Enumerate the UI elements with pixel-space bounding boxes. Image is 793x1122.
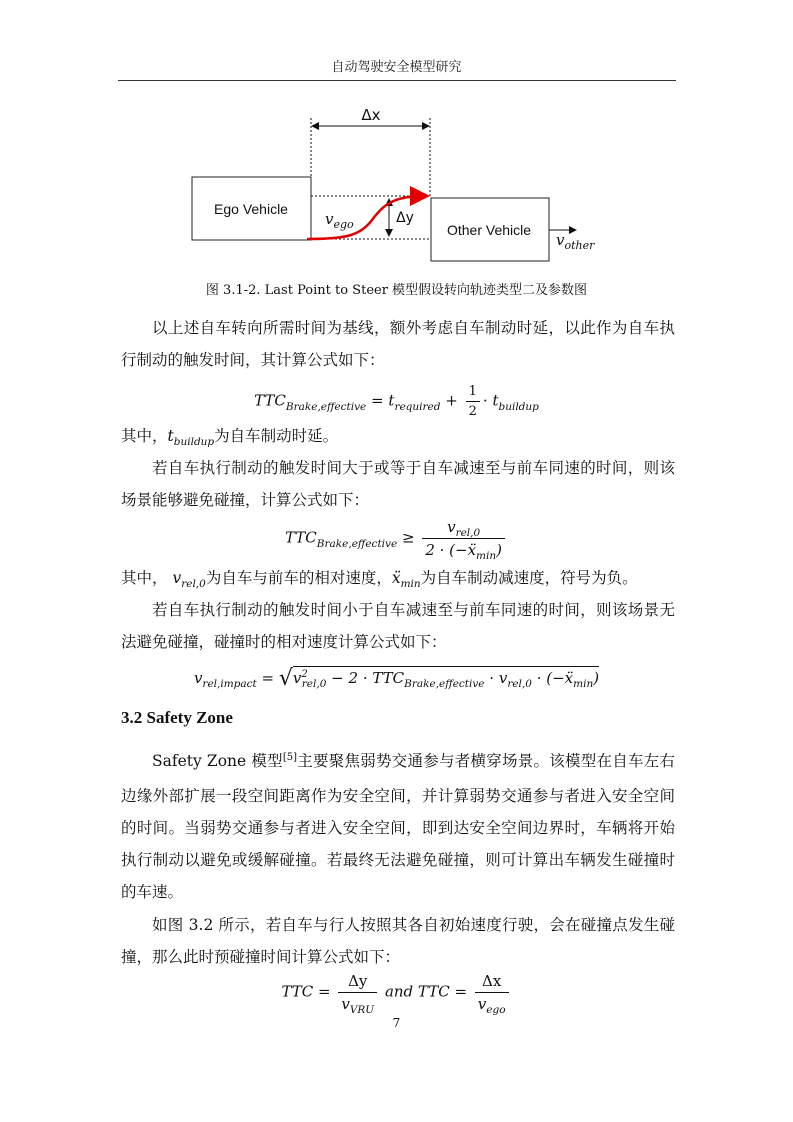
paragraph-7: 如图 3.2 所示，若自车与行人按照其各自初始速度行驶，会在碰撞点发生碰撞，那么此时预碰撞时间计算公式如下： — [121, 916, 675, 966]
paragraph-4: 其中， $v_{rel,0}$为自车与前车的相对速度，ẍ$_{min}$为自车制动减速度，符号为负。 — [121, 569, 638, 590]
running-header: 自动驾驶安全模型研究 — [331, 60, 462, 75]
trajectory-figure — [0, 0, 793, 275]
paragraph-5: 若自车执行制动的触发时间小于自车减速至与前车同速的时间，则该场景无法避免碰撞，碰撞时的相对速度计算公式如下： — [121, 601, 675, 651]
v-ego-label: v — [325, 210, 334, 228]
v-other-subscript: other — [564, 239, 595, 252]
dy-label: Δy — [396, 210, 414, 226]
section-heading: 3.2 Safety Zone — [121, 708, 233, 727]
citation-ref: [5] — [282, 752, 298, 763]
paragraph-2: 其中，$t_{buildup}$为自车制动时延。 — [121, 427, 339, 448]
equation-3: $v_{rel,impact} = √v^2_{rel,0} - 2 \cdot TTC_{Brake,effective} \cdot v_{rel,0}$ · (−ẍ$_{min}$) — [193, 666, 600, 691]
page-number: 7 — [392, 1016, 401, 1030]
v-ego-subscript: ego — [333, 218, 354, 231]
paragraph-3: 若自车执行制动的触发时间大于或等于自车减速至与前车同速的时间，则该场景能够避免碰撞，计算公式如下： — [121, 459, 675, 509]
ego-vehicle-label: Ego Vehicle — [214, 201, 288, 217]
paragraph-6: Safety Zone 模型[5]主要聚焦弱势交通参与者横穿场景。该模型在自车左右边缘外部扩展一段空间距离作为安全空间，并计算弱势交通参与者进入安全空间的时间。当弱势交通参与者进入安全空间，即到达安全空间边界时，车辆将开始执行制动以避免或缓解碰撞。若最终无法避免碰撞，则可计算出车辆发生碰撞时的车速。 — [121, 752, 675, 901]
figure-caption: 图 3.1-2. Last Point to Steer 模型假设转向轨迹类型二及参数图 — [205, 283, 588, 298]
dx-label: Δx — [361, 106, 381, 124]
other-vehicle-label: Other Vehicle — [446, 222, 532, 238]
equation-1: $TTC_{Brake,effective} = t_{required}$ + $\frac{1}{2}$ · $t_{buildup}$ — [254, 384, 539, 419]
equation-2: $TTC_{Brake,effective}$ ≥ $\frac{v_{rel,0}}{2 \cdot (-ẍ_{min})}$ — [0, 518, 793, 559]
svg-text:vother — [556, 231, 595, 252]
equation-4: TTC = $\frac{\Delta y}{v_{VRU}}$ and TTC = $\frac{\Delta x}{v_{ego}}$ — [0, 972, 793, 1013]
svg-text:vego — [325, 210, 354, 231]
v-other-label: v — [556, 231, 565, 249]
paragraph-1: 以上述自车转向所需时间为基线，额外考虑自车制动时延，以此作为自车执行制动的触发时间，其计算公式如下： — [121, 319, 675, 369]
